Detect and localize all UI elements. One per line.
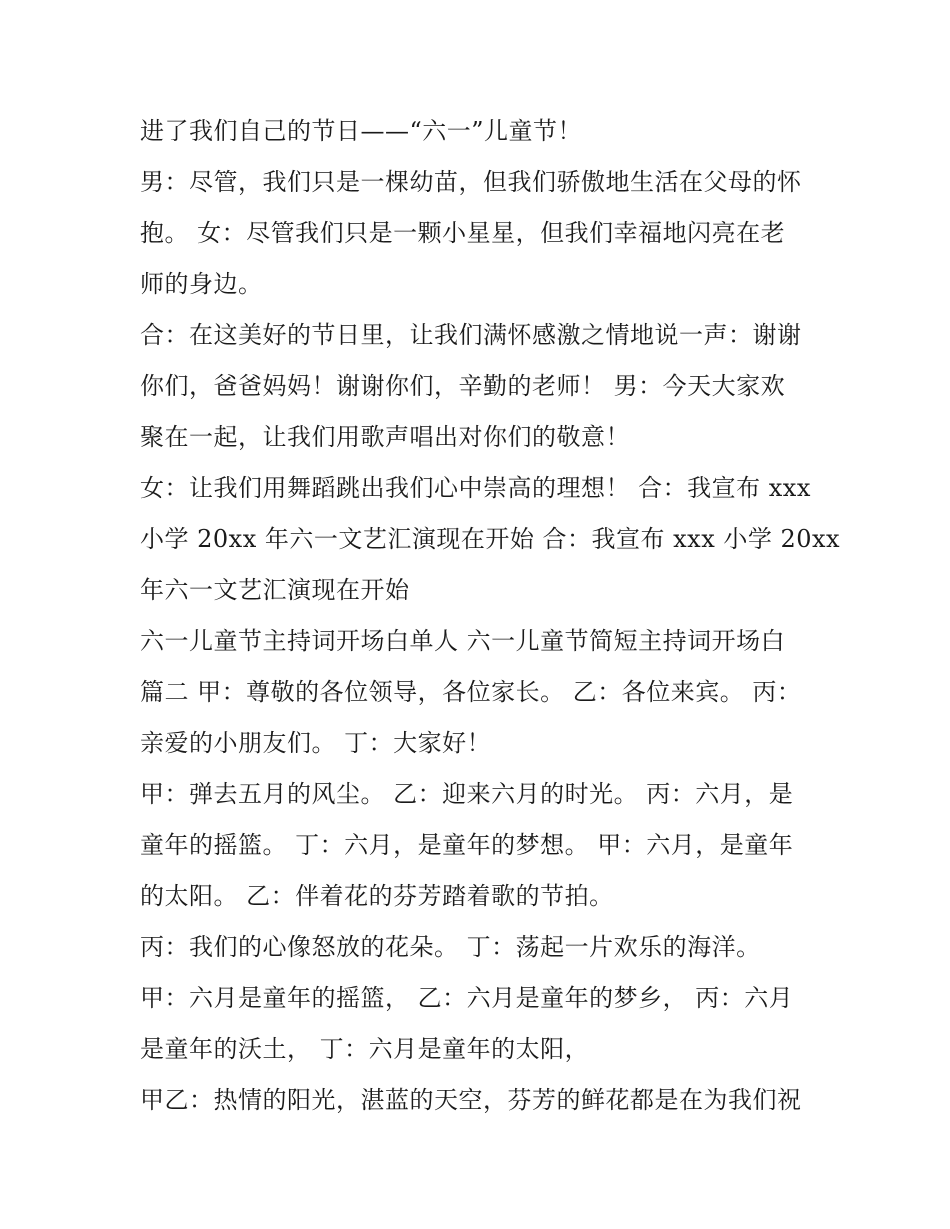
text-line: 亲爱的小朋友们。 丁：大家好！ (140, 729, 492, 757)
text-line: 男：尽管，我们只是一棵幼苗，但我们骄傲地生活在父母的怀 (140, 168, 802, 196)
text-line: 师的身边。 (140, 270, 263, 298)
text-line: 童年的摇篮。 丁：六月，是童年的梦想。 甲：六月，是童年 (140, 831, 794, 859)
text-line: 是童年的沃土， 丁：六月是童年的太阳， (140, 1035, 590, 1063)
text-line: 你们，爸爸妈妈！谢谢你们，辛勤的老师！ 男：今天大家欢 (140, 372, 786, 400)
text-line: 小学 20xx 年六一文艺汇演现在开始 合：我宣布 xxx 小学 20xx (140, 525, 841, 553)
text-line: 聚在一起，让我们用歌声唱出对你们的敬意！ (140, 423, 630, 451)
text-line: 合：在这美好的节日里，让我们满怀感激之情地说一声：谢谢 (140, 321, 802, 349)
text-line: 篇二 甲：尊敬的各位领导，各位家长。 乙：各位来宾。 丙： (140, 678, 802, 706)
text-line: 甲乙：热情的阳光，湛蓝的天空，芬芳的鲜花都是在为我们祝 (140, 1086, 802, 1114)
text-line: 六一儿童节主持词开场白单人 六一儿童节简短主持词开场白 (140, 627, 786, 655)
text-line: 年六一文艺汇演现在开始 (140, 576, 410, 604)
document-body (140, 106, 840, 1126)
text-line: 女：让我们用舞蹈跳出我们心中崇高的理想！ 合：我宣布 xxx (140, 474, 811, 502)
text-line: 的太阳。 乙：伴着花的芬芳踏着歌的节拍。 (140, 882, 614, 910)
text-line: 抱。 女：尽管我们只是一颗小星星，但我们幸福地闪亮在老 (140, 219, 786, 247)
text-line: 丙：我们的心像怒放的花朵。 丁：荡起一片欢乐的海洋。 (140, 933, 761, 961)
text-line: 甲：弹去五月的风尘。 乙：迎来六月的时光。 丙：六月，是 (140, 780, 794, 808)
text-line: 进了我们自己的节日——“六一”儿童节！ (140, 117, 583, 145)
text-line: 甲：六月是童年的摇篮， 乙：六月是童年的梦乡， 丙：六月 (140, 984, 794, 1012)
